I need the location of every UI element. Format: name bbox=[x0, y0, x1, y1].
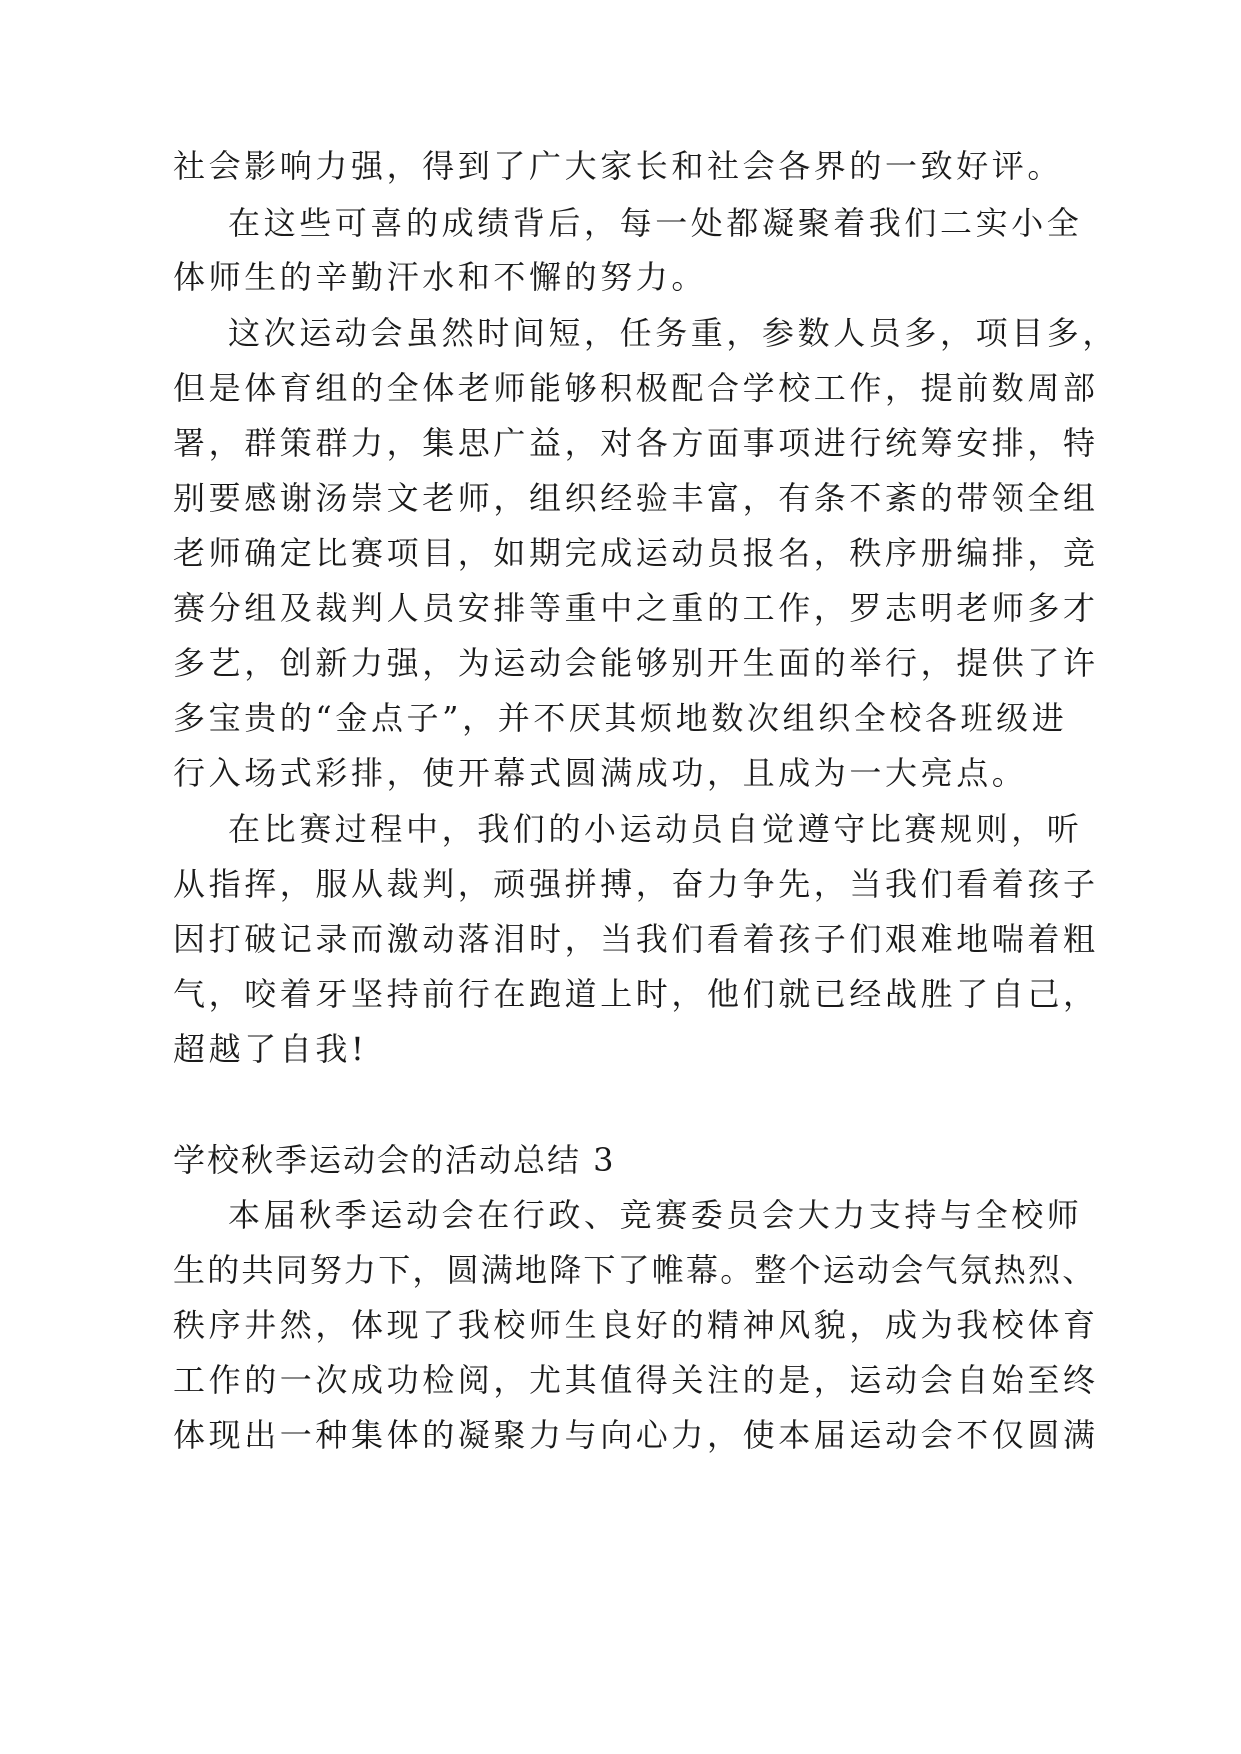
paragraph-line: 行入场式彩排，使开幕式圆满成功，且成为一大亮点。 bbox=[173, 754, 1028, 792]
paragraph-line: 但是体育组的全体老师能够积极配合学校工作，提前数周部 bbox=[173, 369, 1099, 407]
paragraph-line: 体现出一种集体的凝聚力与向心力，使本届运动会不仅圆满 bbox=[173, 1416, 1099, 1454]
paragraph-line: 署，群策群力，集思广益，对各方面事项进行统筹安排，特 bbox=[173, 424, 1099, 462]
paragraph-line: 超越了自我! bbox=[173, 1030, 368, 1068]
paragraph-line: 工作的一次成功检阅，尤其值得关注的是，运动会自始至终 bbox=[173, 1361, 1099, 1399]
paragraph-line: 别要感谢汤崇文老师，组织经验丰富，有条不紊的带领全组 bbox=[173, 479, 1099, 517]
paragraph-line: 本届秋季运动会在行政、竞赛委员会大力支持与全校师 bbox=[228, 1196, 1083, 1234]
paragraph-line: 生的共同努力下，圆满地降下了帷幕。整个运动会气氛热烈、 bbox=[173, 1251, 1097, 1289]
paragraph-line: 在比赛过程中，我们的小运动员自觉遵守比赛规则，听 bbox=[228, 810, 1083, 848]
paragraph-line: 因打破记录而激动落泪时，当我们看着孩子们艰难地喘着粗 bbox=[173, 920, 1099, 958]
paragraph-line: 赛分组及裁判人员安排等重中之重的工作，罗志明老师多才 bbox=[173, 589, 1099, 627]
paragraph-line: 多艺，创新力强，为运动会能够别开生面的举行，提供了许 bbox=[173, 644, 1099, 682]
paragraph-line: 多宝贵的“金点子”，并不厌其烦地数次组织全校各班级进 bbox=[173, 699, 1068, 737]
paragraph-line: 体师生的辛勤汗水和不懈的努力。 bbox=[173, 258, 708, 296]
paragraph-line: 在这些可喜的成绩背后，每一处都凝聚着我们二实小全 bbox=[228, 204, 1083, 242]
paragraph-line: 社会影响力强，得到了广大家长和社会各界的一致好评。 bbox=[173, 147, 1064, 185]
paragraph-line: 气，咬着牙坚持前行在跑道上时，他们就已经战胜了自己， bbox=[173, 975, 1099, 1013]
paragraph-line: 老师确定比赛项目，如期完成运动员报名，秩序册编排，竞 bbox=[173, 534, 1099, 572]
paragraph-line: 从指挥，服从裁判，顽强拼搏，奋力争先，当我们看着孩子 bbox=[173, 865, 1099, 903]
section-heading: 学校秋季运动会的活动总结 3 bbox=[173, 1141, 616, 1179]
paragraph-line: 这次运动会虽然时间短，任务重，参数人员多，项目多， bbox=[228, 314, 1119, 352]
paragraph-line: 秩序井然，体现了我校师生良好的精神风貌，成为我校体育 bbox=[173, 1306, 1099, 1344]
